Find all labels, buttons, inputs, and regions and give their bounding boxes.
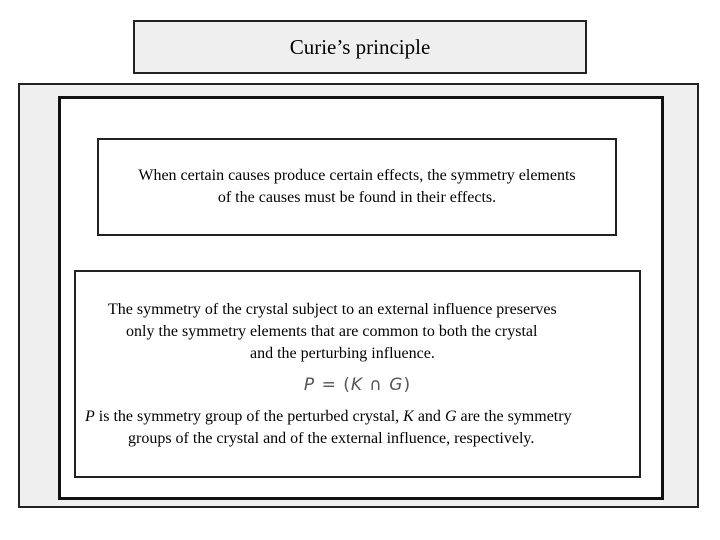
- crystal-line-2: only the symmetry elements that are common to both the crystal: [126, 323, 538, 340]
- note-part-2: and: [413, 408, 445, 425]
- formula-g: G: [389, 375, 404, 395]
- principle-line-2: of the causes must be found in their effects.: [217, 189, 497, 206]
- crystal-line-1: The symmetry of the crystal subject to an external influence preserves: [108, 301, 557, 318]
- crystal-statement-box: [74, 270, 641, 478]
- note-k: K: [403, 408, 414, 425]
- formula-lparen: (: [343, 375, 351, 395]
- formula-p: P: [303, 375, 316, 395]
- note-p: P: [85, 408, 95, 425]
- title-box: [133, 20, 587, 74]
- formula-equals: =: [321, 375, 337, 395]
- formula-intersection: ∩: [369, 375, 383, 395]
- note-part-3: are the symmetry: [456, 408, 572, 425]
- note-line-2: groups of the crystal and of the external influence, respectively.: [128, 430, 535, 447]
- principle-statement-box: [97, 138, 617, 236]
- page-title: Curie’s principle: [289, 34, 431, 59]
- note-g: G: [444, 408, 457, 425]
- crystal-line-3: and the perturbing influence.: [250, 345, 435, 362]
- principle-line-1: When certain causes produce certain effects, the symmetry elements: [138, 167, 576, 184]
- formula-rparen: ): [403, 375, 412, 395]
- formula-k: K: [350, 375, 364, 395]
- note-line-1: [85, 406, 572, 428]
- symmetry-formula: [76, 374, 639, 396]
- note-part-1: is the symmetry group of the perturbed crystal,: [94, 408, 404, 425]
